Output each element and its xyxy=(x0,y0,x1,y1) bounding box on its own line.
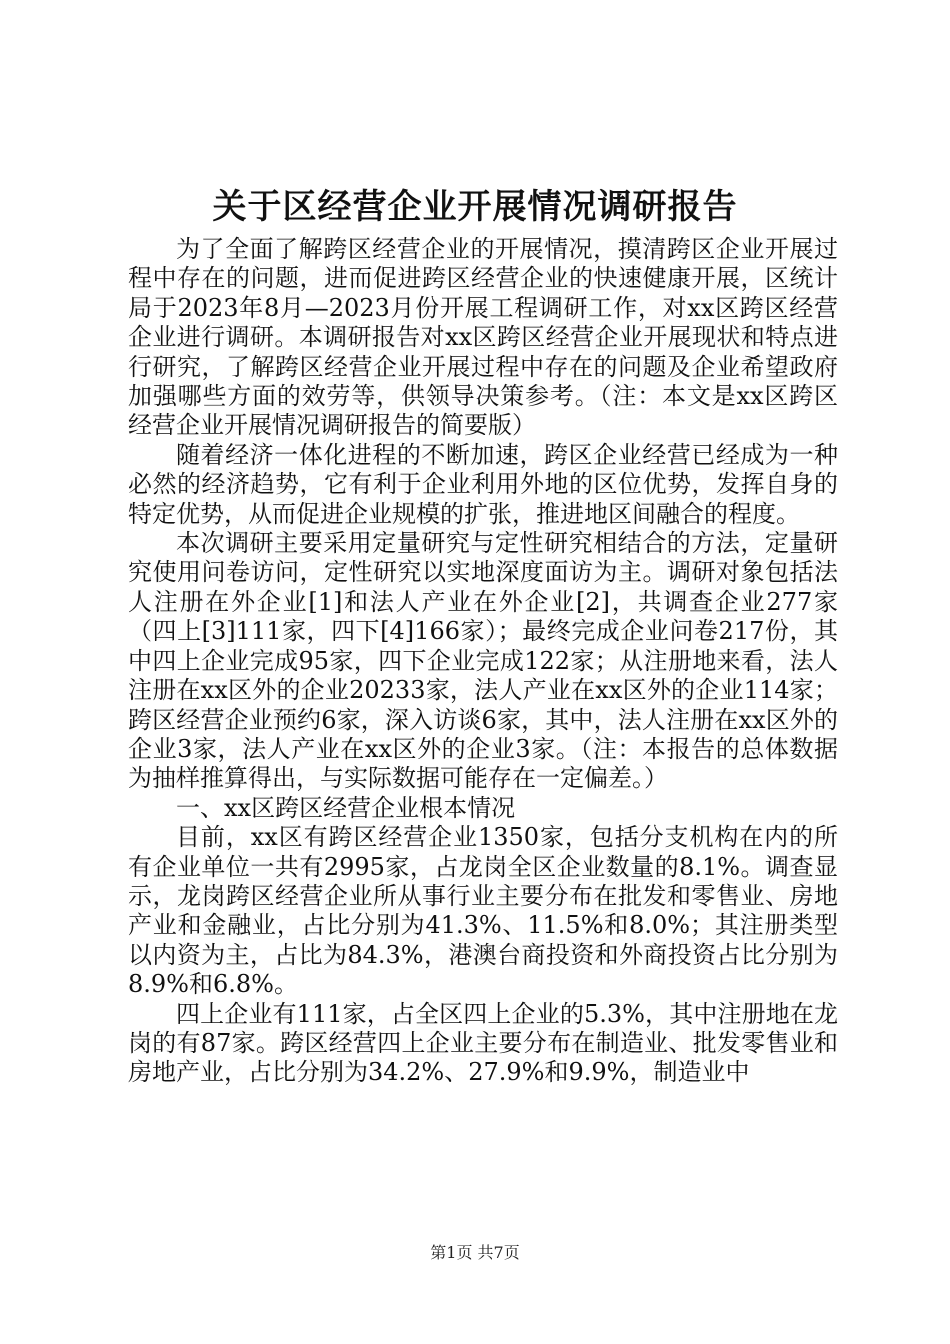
page-title: 关于区经营企业开展情况调研报告 xyxy=(212,187,738,227)
section-heading: 一、xx区跨区经营企业根本情况 xyxy=(176,793,516,822)
document-body xyxy=(128,235,838,1088)
paragraph-four-up: 四上企业有111家，占全区四上企业的5.3%，其中注册地在龙岗的有87家。跨区经营四上企业主要分布在制造业、批发零售业和房地产业，占比分别为34.2%、27.9%和9.9%，制造业中 xyxy=(128,999,838,1087)
paragraph-intro: 为了全面了解跨区经营企业的开展情况，摸清跨区企业开展过程中存在的问题，进而促进跨区经营企业的快速健康开展，区统计局于2023年8月—2023月份开展工程调研工作，对xx区跨区经营企业进行调研。本调研报告对xx区跨区经营企业开展现状和特点进行研究，了解跨区经营企业开展过程中存在的问题及企业希望政府加强哪些方面的效劳等，供领导决策参考。（注：本文是xx区跨区经营企业开展情况调研报告的简要版） xyxy=(128,235,838,440)
paragraph-methodology: 本次调研主要采用定量研究与定性研究相结合的方法，定量研究使用问卷访问，定性研究以实地深度面访为主。调研对象包括法人注册在外企业[1]和法人产业在外企业[2]，共调查企业277家（四上[3]111家，四下[4]166家）；最终完成企业问卷217份，其中四上企业完成95家，四下企业完成122家；从注册地来看，法人注册在xx区外的企业20233家，法人产业在xx区外的企业114家；跨区经营企业预约6家，深入访谈6家，其中，法人注册在xx区外的企业3家，法人产业在xx区外的企业3家。（注：本报告的总体数据为抽样推算得出，与实际数据可能存在一定偏差。） xyxy=(128,529,838,793)
paragraph-overview: 目前，xx区有跨区经营企业1350家，包括分支机构在内的所有企业单位一共有2995家，占龙岗全区企业数量的8.1%。调查显示，龙岗跨区经营企业所从事行业主要分布在批发和零售业、房地产业和金融业，占比分别为41.3%、11.5%和8.0%；其注册类型以内资为主，占比为84.3%，港澳台商投资和外商投资占比分别为8.9%和6.8%。 xyxy=(128,823,838,999)
page-footer: 第1页 共7页 xyxy=(430,1243,520,1262)
paragraph-background: 随着经济一体化进程的不断加速，跨区企业经营已经成为一种必然的经济趋势，它有利于企业利用外地的区位优势，发挥自身的特定优势，从而促进企业规模的扩张，推进地区间融合的程度。 xyxy=(128,440,838,528)
